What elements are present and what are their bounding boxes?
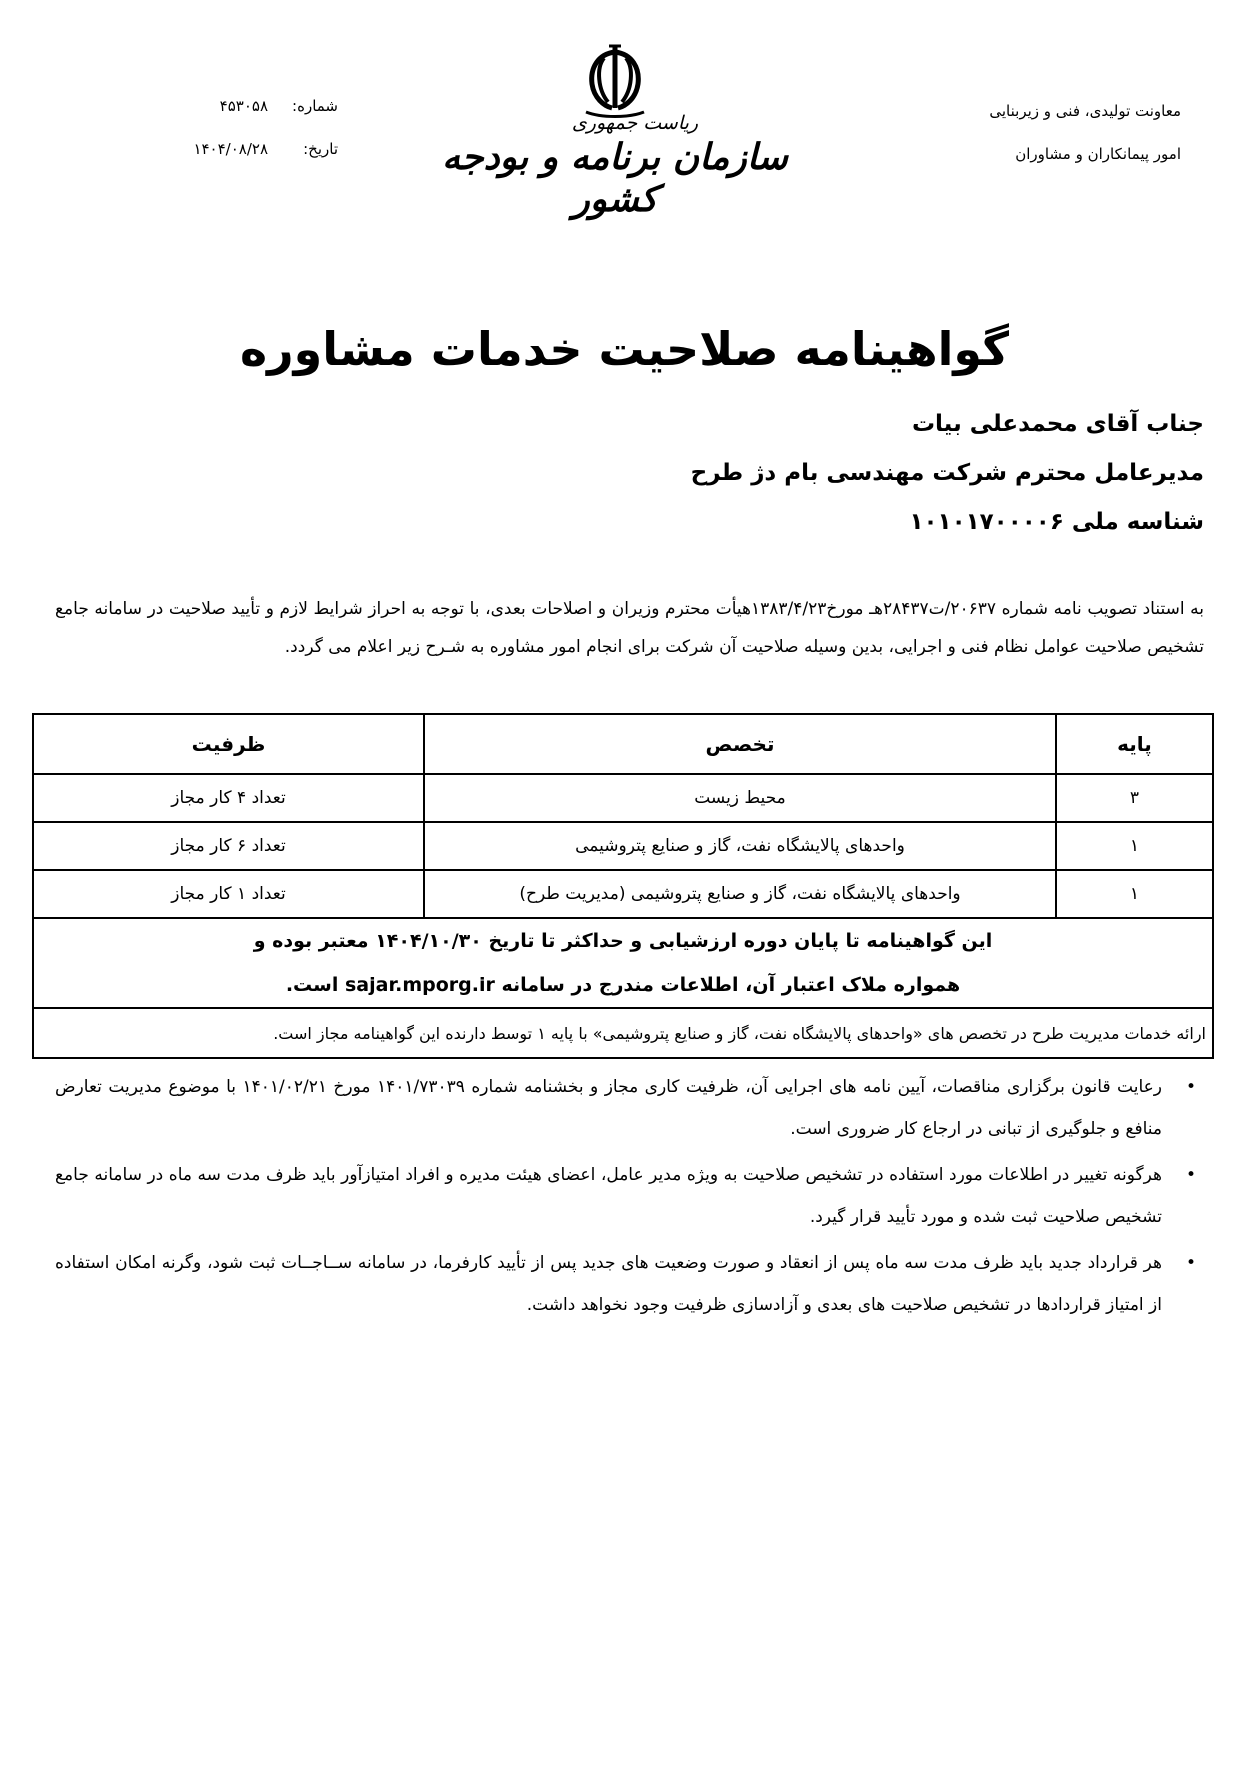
qualification-table — [32, 713, 1214, 1059]
header-capacity: ظرفیت — [33, 714, 424, 774]
department-line-1: معاونت تولیدی، فنی و زیربنایی — [989, 102, 1181, 120]
list-item — [55, 1066, 1204, 1150]
row-base: ۳ — [1056, 774, 1213, 822]
row-specialty: واحدهای پالایشگاه نفت، گاز و صنایع پتروشیمی (مدیریت طرح) — [424, 870, 1056, 918]
project-management-note: ارائه خدمات مدیریت طرح در تخصص های «واحدهای پالایشگاه نفت، گاز و صنایع پتروشیمی» با پایه ۱ توسط دارنده این گواهینامه مجاز است. — [33, 1008, 1213, 1058]
iran-emblem-icon — [576, 42, 654, 122]
row-capacity: تعداد ۴ کار مجاز — [33, 774, 424, 822]
table-header-row — [33, 714, 1213, 774]
number-row — [138, 84, 338, 127]
national-id: شناسه ملی ۱۰۱۰۱۷۰۰۰۰۶ — [909, 509, 1204, 535]
recipient-name: جناب آقای محمدعلی بیات — [911, 411, 1204, 437]
bullet-icon: • — [1185, 1165, 1196, 1185]
date-value: ۱۴۰۴/۰۸/۲۸ — [193, 139, 268, 158]
table-row — [33, 774, 1213, 822]
list-item-text: هر قرارداد جدید باید ظرف مدت سه ماه پس از انعقاد و صورت وضعیت های جدید پس از تأیید کارفرما، در سامانه ســاجــات ثبت شود، وگرنه امکان استفاده از امتیاز قراردادها در تشخیص صلاحیت های بعدی و آزادسازی ظرفیت وجود نخواهد داشت. — [55, 1253, 1162, 1315]
presidency-label: ریاست جمهوری — [571, 112, 699, 134]
number-label: شماره: — [292, 96, 338, 115]
row-capacity: تعداد ۶ کار مجاز — [33, 822, 424, 870]
row-capacity: تعداد ۱ کار مجاز — [33, 870, 424, 918]
validity-line-2: همواره ملاک اعتبار آن، اطلاعات مندرج در سامانه sajar.mporg.ir است. — [285, 974, 961, 996]
reference-block — [138, 84, 338, 170]
row-base: ۱ — [1056, 822, 1213, 870]
date-row — [138, 127, 338, 170]
header-base: پایه — [1056, 714, 1213, 774]
validity-note — [33, 918, 1213, 1008]
certificate-title: گواهینامه صلاحیت خدمات مشاوره — [240, 322, 1009, 376]
organization-name — [440, 112, 790, 220]
list-item-text: رعایت قانون برگزاری مناقصات، آیین نامه های اجرایی آن، ظرفیت کاری مجاز و بخشنامه شماره ۱۴۰۱/۷۳۰۳۹ مورخ ۱۴۰۱/۰۲/۲۱ با موضوع مدیریت تعارض منافع و جلوگیری از تبانی در ارجاع کار ضروری است. — [55, 1077, 1162, 1139]
bullet-icon: • — [1185, 1077, 1196, 1097]
row-specialty: واحدهای پالایشگاه نفت، گاز و صنایع پتروشیمی — [424, 822, 1056, 870]
pm-note-row — [33, 1008, 1213, 1058]
department-block — [881, 90, 1181, 176]
header-specialty: تخصص — [424, 714, 1056, 774]
validity-line-1: این گواهینامه تا پایان دوره ارزشیابی و حداکثر تا تاریخ ۱۴۰۴/۱۰/۳۰ معتبر بوده و — [253, 930, 993, 952]
list-item — [55, 1242, 1204, 1326]
table-row — [33, 822, 1213, 870]
row-base: ۱ — [1056, 870, 1213, 918]
bullet-icon: • — [1185, 1253, 1196, 1273]
body-paragraph: به استناد تصویب نامه شماره ۲۰۶۳۷/ت۲۸۴۳۷هـ مورخ۱۳۸۳/۴/۲۳هیأت محترم وزیران و اصلاحات بعدی، با توجه به احراز شرایط لازم و تأیید صلاحیت در سامانه جامع تشخیص صلاحیت عوامل نظام فنی و اجرایی، بدین وسیله صلاحیت آن شرکت برای انجام امور مشاوره به شـرح زیر اعلام می گردد. — [55, 599, 1204, 657]
list-item-text: هرگونه تغییر در اطلاعات مورد استفاده در تشخیص صلاحیت به ویژه مدیر عامل، اعضای هیئت مدیره و افراد امتیازآور باید ظرف مدت سه ماه در سامانه جامع تشخیص صلاحیت ثبت شده و مورد تأیید قرار گیرد. — [55, 1165, 1162, 1227]
recipient-position: مدیرعامل محترم شرکت مهندسی بام دژ طرح — [690, 460, 1204, 486]
conditions-list — [55, 1066, 1204, 1330]
table-row — [33, 870, 1213, 918]
row-specialty: محیط زیست — [424, 774, 1056, 822]
organization-title: سازمان برنامه و بودجه کشور — [442, 136, 788, 220]
date-label: تاریخ: — [303, 139, 338, 158]
list-item — [55, 1154, 1204, 1238]
recipient-block — [304, 400, 1204, 547]
number-value: ۴۵۳۰۵۸ — [219, 96, 268, 115]
validity-row — [33, 918, 1213, 1008]
department-line-2: امور پیمانکاران و مشاوران — [1015, 145, 1181, 163]
